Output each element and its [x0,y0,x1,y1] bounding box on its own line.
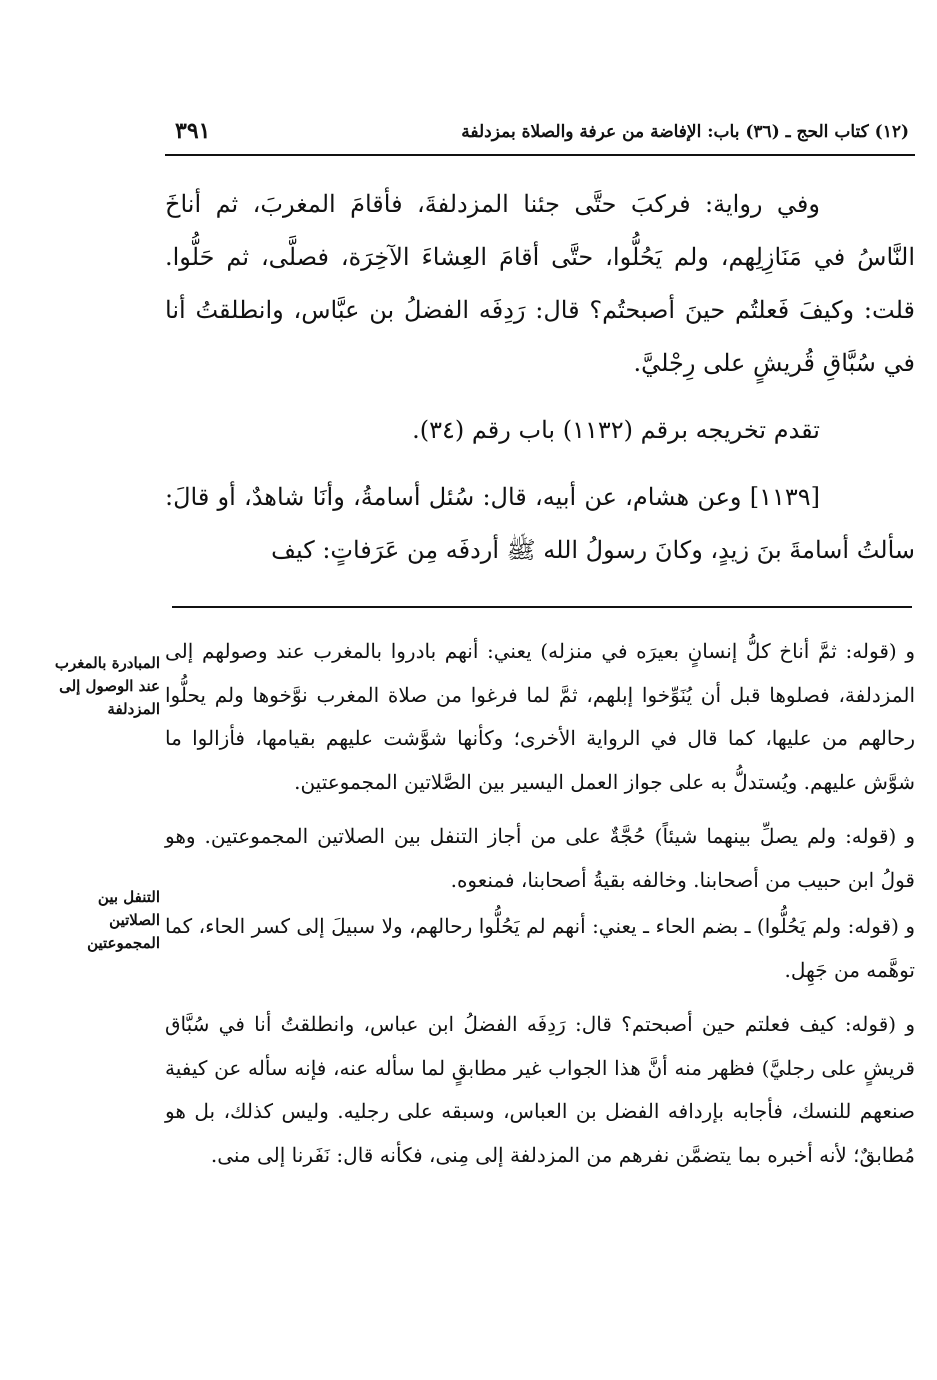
main-text [165,178,915,577]
header-title: (١٢) كتاب الحج ـ (٣٦) باب: الإفاضة من عرفة والصلاة بمزدلفة [461,122,909,142]
commentary-paragraph: و (قوله: ثمَّ أناخ كلُّ إنسانٍ بعيرَه في منزله) يعني: أنهم بادروا بالمغرب عند وصولهم إلى المزدلفة، فصلوها قبل أن يُنَوِّخوا إبلهم، ثمَّ لما فرغوا من صلاة المغرب نوَّخوها ولم يحلُّوا رحالهم من عليها، كما قال في الرواية الأخرى؛ وكأنها شوَّشت عليهم بقيامها، فأزالوا ما شوَّش عليهم. ويُستدلُّ به على جواز العمل اليسير بين الصَّلاتين المجموعتين. [165,639,915,794]
footnote-divider [172,606,912,608]
commentary-paragraph: و (قوله: كيف فعلتم حين أصبحتم؟ قال: رَدِفَه الفضلُ ابن عباس، وانطلقتُ أنا في سُبَّاق قريشٍ على رجليَّ) فظهر منه أنَّ هذا الجواب غير مطابقٍ لما سأله عنه، فإنه سأله عن كيفية صنعهم للنسك، فأجابه بإردافه الفضل بن العباس، وسبقه على رجليه. وليس كذلك، بل هو مُطابقٌ؛ لأنه أخبره بما يتضمَّن نفرهم من المزدلفة إلى مِنى، فكأنه قال: نَفَرنا إلى منى. [165,1012,915,1167]
margin-note: التنفل بين الصلاتين المجموعتين [87,888,160,952]
margin-note: المبادرة بالمغرب عند الوصول إلى المزدلفة [54,654,160,718]
hadith-paragraph: وفي رواية: فركبَ حتَّى جئنا المزدلفةَ، فأقامَ المغربَ، ثم أناخَ النَّاسُ في مَنَازِلِهم، ولم يَحُلُّوا، حتَّى أقامَ العِشاءَ الآخِرَة، فصلَّى، ثم حَلُّوا. قلت: وكيفَ فَعلتُم حينَ أصبحتُم؟ قال: رَدِفَه الفضلُ بن عبَّاس، وانطلقتُ أنا في سُبَّاقِ قُريشٍ على رِجْليَّ. [165,190,915,377]
page-number: ٣٩١ [175,118,211,144]
commentary-paragraph: و (قوله: ولم يَحُلُّوا) ـ بضم الحاء ـ يعني: أنهم لم يَحُلُّوا رحالهم، ولا سبيلَ إلى كسر الحاء، كما توهَّمه من جَهِل. [165,914,915,982]
running-header [165,118,915,156]
commentary-paragraph: و (قوله: ولم يصلِّ بينهما شيئاً) حُجَّةٌ على من أجاز التنفل بين الصلاتين المجموعتين. وهو قولُ ابن حبيب من أصحابنا. وخالفه بقيةُ أصحابنا، فمنعوه. [165,824,915,892]
takhrij-note: تقدم تخريجه برقم (١١٣٢) باب رقم (٣٤). [412,416,820,444]
commentary [165,630,915,1177]
hadith-paragraph: [١١٣٩] وعن هشام، عن أبيه، قال: سُئل أسامةُ، وأنَا شاهدٌ، أو قالَ: سألتُ أسامةَ بنَ زيدٍ، وكانَ رسولُ الله ﷺ أردفَه مِن عَرَفاتٍ: كيف [165,483,915,564]
